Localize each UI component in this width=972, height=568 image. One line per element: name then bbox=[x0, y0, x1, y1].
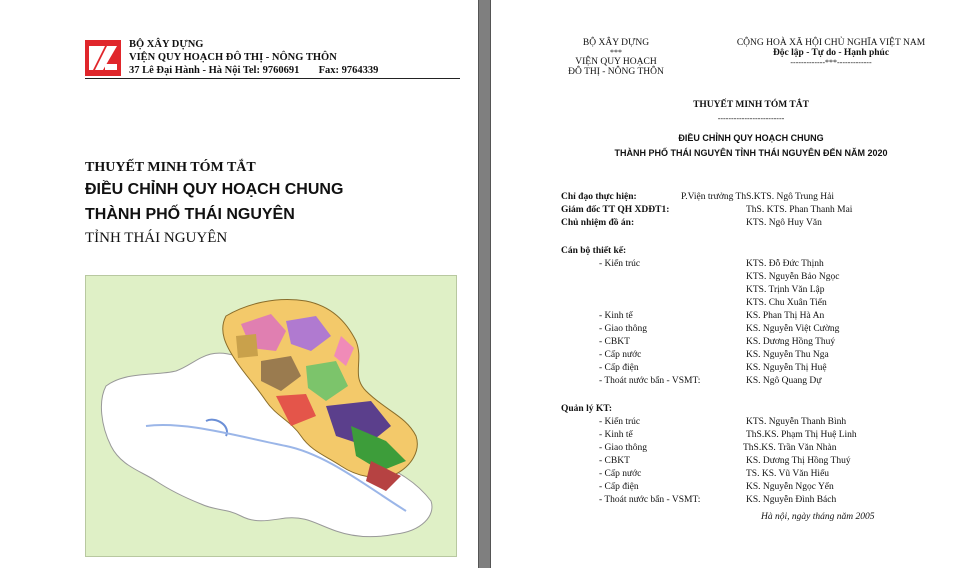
institute-logo-icon bbox=[85, 40, 121, 76]
leader-label: Giám đốc TT QH XDĐT1: bbox=[561, 205, 670, 215]
institute-label-2: ĐÔ THỊ - NÔNG THÔN bbox=[568, 67, 664, 77]
designer-role: - Thoát nước bẩn - VSMT: bbox=[599, 376, 701, 386]
credits-page bbox=[490, 0, 972, 568]
leader-label: Chỉ đạo thực hiện: bbox=[561, 192, 637, 202]
designers-heading: Cán bộ thiết kế: bbox=[561, 246, 627, 256]
republic-block bbox=[706, 38, 956, 67]
manager-role: - Cấp điện bbox=[599, 482, 639, 492]
cover-subtitle: THUYẾT MINH TÓM TẮT bbox=[85, 160, 256, 175]
ministry-label: BỘ XÂY DỰNG bbox=[582, 38, 650, 48]
address-text: 37 Lê Đại Hành - Hà Nội Tel: 9760691 bbox=[129, 65, 300, 76]
manager-role: - Kiến trúc bbox=[599, 417, 641, 427]
manager-name: KS. Dương Thị Hồng Thuý bbox=[746, 456, 851, 466]
manager-role: - CBKT bbox=[599, 456, 630, 466]
manager-name: KTS. Nguyễn Thanh Bình bbox=[746, 417, 847, 427]
main-title-line2: THÀNH PHỐ THÁI NGUYÊN TỈNH THÁI NGUYÊN ĐẾN NĂM 2020 bbox=[614, 148, 888, 158]
leader-name: ThS. KTS. Phan Thanh Mai bbox=[746, 205, 853, 215]
designer-name: KS. Nguyễn Việt Cường bbox=[746, 324, 840, 334]
designer-name: KS. Ngô Quang Dự bbox=[746, 376, 822, 386]
manager-name: ThS.KS. Trần Văn Nhàn bbox=[743, 443, 837, 453]
ministry-block bbox=[561, 38, 671, 77]
planning-map-image bbox=[86, 276, 456, 556]
cover-page bbox=[0, 0, 479, 568]
designer-name: KTS. Trịnh Văn Lập bbox=[746, 285, 825, 295]
main-title-line1: ĐIỀU CHỈNH QUY HOẠCH CHUNG bbox=[678, 133, 824, 143]
designer-role: - Giao thông bbox=[599, 324, 648, 334]
designer-role: - CBKT bbox=[599, 337, 630, 347]
cover-title-line2: THÀNH PHỐ THÁI NGUYÊN bbox=[85, 206, 295, 223]
manager-role: - Cấp nước bbox=[599, 469, 642, 479]
republic-name: CỘNG HOÀ XÃ HỘI CHỦ NGHĨA VIỆT NAM bbox=[736, 38, 926, 48]
fax-text: Fax: 9764339 bbox=[318, 65, 379, 76]
institute-name: VIỆN QUY HOẠCH ĐÔ THỊ - NÔNG THÔN bbox=[129, 52, 337, 63]
manager-name: KS. Nguyễn Đình Bách bbox=[746, 495, 837, 505]
designer-role: - Cấp điện bbox=[599, 363, 639, 373]
leader-label: Chủ nhiệm đồ án: bbox=[561, 218, 635, 228]
managers-heading: Quản lý KT: bbox=[561, 404, 613, 414]
date-line: Hà nội, ngày tháng năm 2005 bbox=[761, 512, 875, 522]
designer-name: KTS. Nguyễn Bảo Ngọc bbox=[746, 272, 840, 282]
designer-role: - Kiến trúc bbox=[599, 259, 641, 269]
summary-title: THUYẾT MINH TÓM TẮT bbox=[693, 100, 809, 110]
manager-name: ThS.KS. Phạm Thị Huệ Linh bbox=[746, 430, 857, 440]
designer-name: KS. Nguyễn Thu Nga bbox=[746, 350, 829, 360]
city-planning-map bbox=[85, 275, 457, 557]
designer-name: KTS. Đỗ Đức Thịnh bbox=[746, 259, 824, 269]
org-header bbox=[129, 38, 378, 77]
designer-name: KS. Dương Hồng Thuý bbox=[746, 337, 836, 347]
designer-name: KS. Phan Thị Hà An bbox=[746, 311, 825, 321]
national-motto: Độc lập - Tự do - Hạnh phúc bbox=[772, 48, 890, 58]
leader-name: P.Viện trưởng ThS.KTS. Ngô Trung Hải bbox=[681, 192, 835, 202]
designer-role: - Kinh tế bbox=[599, 311, 633, 321]
institute-label-1: VIỆN QUY HOẠCH bbox=[575, 57, 657, 67]
designer-name: KTS. Chu Xuân Tiến bbox=[746, 298, 827, 308]
leader-name: KTS. Ngô Huy Văn bbox=[746, 218, 822, 228]
ministry-name: BỘ XÂY DỰNG bbox=[129, 39, 204, 50]
manager-role: - Kinh tế bbox=[599, 430, 633, 440]
manager-role: - Thoát nước bẩn - VSMT: bbox=[599, 495, 701, 505]
cover-title-line3: TỈNH THÁI NGUYÊN bbox=[85, 230, 228, 246]
motto-rule: -------------***------------- bbox=[790, 58, 872, 67]
manager-role: - Giao thông bbox=[599, 443, 648, 453]
manager-name: KS. Nguyễn Ngọc Yến bbox=[746, 482, 834, 492]
designer-name: KS. Nguyễn Thị Huệ bbox=[746, 363, 827, 373]
header-divider bbox=[85, 78, 460, 79]
ministry-stars: *** bbox=[610, 48, 622, 57]
cover-title-line1: ĐIỀU CHỈNH QUY HOẠCH CHUNG bbox=[85, 181, 344, 198]
designer-role: - Cấp nước bbox=[599, 350, 642, 360]
contact-line bbox=[129, 64, 378, 77]
summary-rule: ------------------------- bbox=[717, 114, 785, 123]
manager-name: TS. KS. Vũ Văn Hiếu bbox=[746, 469, 830, 479]
